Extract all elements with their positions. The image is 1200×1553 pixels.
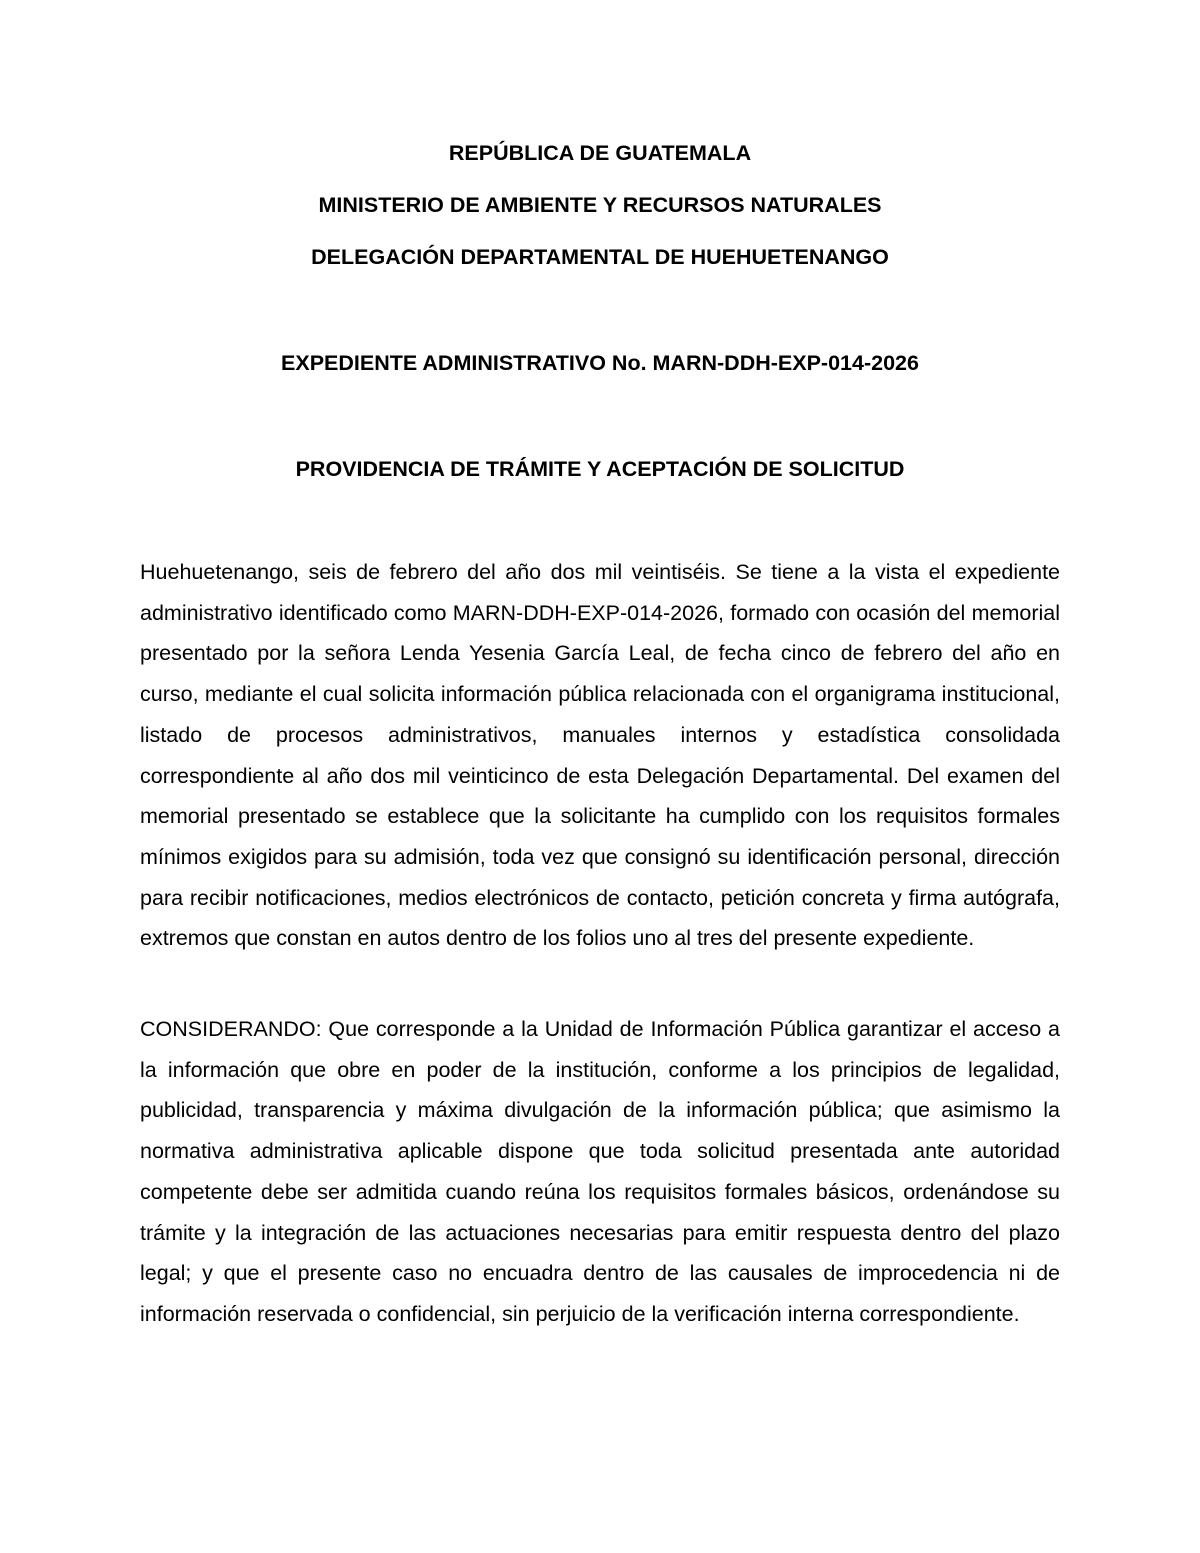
header-ministry: MINISTERIO DE AMBIENTE Y RECURSOS NATURALES [318, 193, 882, 217]
header-delegation: DELEGACIÓN DEPARTAMENTAL DE HUEHUETENANGO [311, 245, 889, 269]
document-title: PROVIDENCIA DE TRÁMITE Y ACEPTACIÓN DE SOLICITUD [295, 457, 905, 481]
paragraph-considerando: CONSIDERANDO: Que corresponde a la Unidad de Información Pública garantizar el acceso a la información que obre en poder de la institución, conforme a los principios de legalidad, publicidad, transparencia y máxima divulgación de la información pública; que asimismo la normativa administrativa aplicable dispone que toda solicitud presentada ante autoridad competente debe ser admitida cuando reúna los requisitos formales básicos, ordenándose su trámite y la integración de las actuaciones necesarias para emitir respuesta dentro del plazo legal; y que el presente caso no encuadra dentro de las causales de improcedencia ni de información reservada o confidencial, sin perjuicio de la verificación interna correspondiente. [140, 1017, 1060, 1326]
paragraph-intro: Huehuetenango, seis de febrero del año dos mil veintiséis. Se tiene a la vista el expediente administrativo identificado como MARN-DDH-EXP-014-2026, formado con ocasión del memorial presentado por la señora Lenda Yesenia García Leal, de fecha cinco de febrero del año en curso, mediante el cual solicita información pública relacionada con el organigrama institucional, listado de procesos administrativos, manuales internos y estadística consolidada correspondiente al año dos mil veinticinco de esta Delegación Departamental. Del examen del memorial presentado se establece que la solicitante ha cumplido con los requisitos formales mínimos exigidos para su admisión, toda vez que consignó su identificación personal, dirección para recibir notificaciones, medios electrónicos de contacto, petición concreta y firma autógrafa, extremos que constan en autos dentro de los folios uno al tres del presente expediente. [140, 560, 1060, 951]
header-country: REPÚBLICA DE GUATEMALA [448, 141, 752, 165]
expediente-number: EXPEDIENTE ADMINISTRATIVO No. MARN-DDH-EXP-014-2026 [281, 351, 919, 375]
